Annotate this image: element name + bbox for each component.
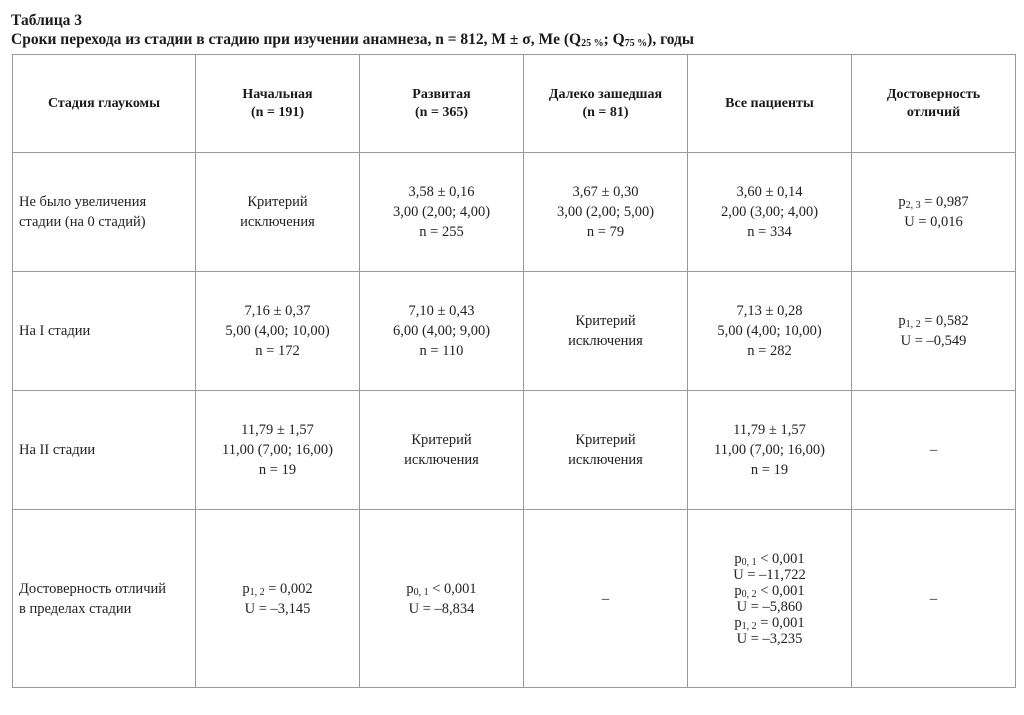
cell-line: n = 172 [255, 343, 300, 359]
p-value-line [858, 192, 1009, 212]
header-stage [13, 55, 196, 153]
cell-all [688, 391, 852, 510]
cell-significance [852, 272, 1016, 391]
cell-advanced [524, 510, 688, 688]
p-value: < 0,001 [756, 550, 805, 567]
header-line: Далеко зашедшая [548, 86, 663, 102]
p-symbol: p [406, 580, 414, 597]
p-symbol: p [898, 194, 906, 210]
cell-line: 3,00 (2,00; 5,00) [556, 204, 655, 220]
cell-line: Критерий [411, 432, 472, 448]
cell-line: стадии (на 0 стадий) [19, 214, 146, 230]
cell-line: n = 110 [419, 343, 464, 359]
cell-initial [196, 391, 360, 510]
table-row [13, 391, 1016, 510]
row-label [13, 272, 196, 391]
cell-line: n = 19 [258, 462, 297, 478]
cell-developed [360, 391, 524, 510]
table-label: Таблица 3 [11, 12, 82, 29]
cell-developed [360, 510, 524, 688]
cell-line: 7,13 ± 0,28 [736, 303, 803, 319]
cell-line: Не было увеличения [19, 194, 147, 210]
header-line: Все пациенты [725, 95, 814, 111]
p-value-line [366, 579, 517, 599]
header-line: (n = 365) [414, 104, 469, 120]
cell-line: Достоверность отличий [19, 580, 167, 597]
cell-line: 3,00 (2,00; 4,00) [392, 204, 491, 220]
table-body [13, 153, 1016, 688]
cell-line: U = –3,145 [244, 600, 311, 617]
p-symbol: p [734, 614, 742, 631]
p-subscript: 1, 2 [741, 620, 757, 632]
p-value: = 0,987 [920, 194, 969, 210]
cell-developed [360, 272, 524, 391]
cell-line: – [601, 590, 610, 607]
table-caption [11, 11, 694, 49]
header-line: (n = 191) [250, 104, 305, 120]
cell-line: n = 334 [747, 224, 792, 240]
cell-line: Критерий [575, 313, 636, 329]
cell-significance [852, 391, 1016, 510]
p-value-line [694, 615, 845, 631]
cell-line: Критерий [247, 194, 308, 210]
header-line: Начальная [242, 86, 313, 102]
data-table [12, 54, 1016, 688]
p-symbol: p [734, 550, 742, 567]
cell-significance [852, 153, 1016, 272]
p-subscript: 0, 1 [741, 556, 757, 568]
cell-line: U = –11,722 [733, 566, 806, 583]
table-title [11, 30, 694, 49]
p-symbol: p [242, 580, 250, 597]
cell-line: U = –5,860 [736, 598, 803, 615]
p-subscript: 0, 1 [413, 586, 429, 598]
table-row [13, 510, 1016, 688]
row-label [13, 153, 196, 272]
p-value: < 0,001 [756, 582, 805, 599]
cell-line: Критерий [575, 432, 636, 448]
cell-line: 3,58 ± 0,16 [408, 184, 475, 200]
p-symbol: p [898, 313, 906, 329]
p-subscript: 2, 3 [905, 200, 921, 211]
cell-line: 5,00 (4,00; 10,00) [717, 323, 822, 339]
header-developed [360, 55, 524, 153]
cell-line: 3,60 ± 0,14 [736, 184, 803, 200]
cell-line: 11,00 (7,00; 16,00) [713, 442, 826, 458]
cell-all [688, 153, 852, 272]
p-value: = 0,582 [920, 313, 969, 329]
header-row [13, 55, 1016, 153]
cell-line: U = –0,549 [900, 333, 967, 349]
header-line: (n = 81) [582, 104, 629, 120]
cell-line: 11,79 ± 1,57 [241, 422, 314, 438]
cell-line: исключения [568, 333, 643, 349]
p-subscript: 0, 2 [741, 588, 757, 600]
title-suffix: ), годы [647, 31, 694, 48]
p-subscript: 1, 2 [905, 319, 921, 330]
cell-line: U = –3,235 [736, 630, 803, 647]
cell-line: n = 79 [586, 224, 625, 240]
p-symbol: p [734, 582, 742, 599]
header-line: отличий [906, 104, 961, 120]
cell-line: 2,00 (3,00; 4,00) [720, 204, 819, 220]
cell-line: U = 0,016 [904, 214, 963, 230]
p-value: < 0,001 [428, 580, 477, 597]
cell-line: исключения [240, 214, 315, 230]
p-value-line [694, 551, 845, 567]
cell-line: n = 19 [750, 462, 789, 478]
cell-advanced [524, 391, 688, 510]
cell-line: n = 282 [747, 343, 792, 359]
cell-all [688, 510, 852, 688]
cell-line: – [929, 442, 938, 458]
cell-line: исключения [568, 452, 643, 468]
table-row [13, 272, 1016, 391]
cell-line: – [929, 590, 938, 607]
cell-significance [852, 510, 1016, 688]
p-value-line [858, 311, 1009, 331]
header-advanced [524, 55, 688, 153]
title-prefix: Сроки перехода из стадии в стадию при изучении анамнеза, n = 812, M ± σ, Me (Q [11, 31, 582, 48]
cell-initial [196, 510, 360, 688]
q75-subscript: 75 % [624, 38, 648, 49]
cell-line: 11,79 ± 1,57 [733, 422, 806, 438]
cell-line: 5,00 (4,00; 10,00) [225, 323, 330, 339]
cell-line: исключения [404, 452, 479, 468]
cell-line: в пределах стадии [19, 600, 132, 617]
cell-line: U = –8,834 [408, 600, 475, 617]
header-line: Достоверность [886, 86, 981, 102]
cell-line: 7,16 ± 0,37 [244, 303, 311, 319]
row-label [13, 391, 196, 510]
q25-subscript: 25 % [581, 38, 604, 49]
p-value-line [694, 583, 845, 599]
p-subscript: 1, 2 [249, 586, 265, 598]
table-row [13, 153, 1016, 272]
cell-line: 3,67 ± 0,30 [572, 184, 639, 200]
cell-line: На II стадии [19, 442, 96, 458]
p-value-line [202, 579, 353, 599]
title-mid: ; Q [603, 31, 625, 48]
cell-line: 11,00 (7,00; 16,00) [221, 442, 334, 458]
row-label [13, 510, 196, 688]
cell-line: На I стадии [19, 323, 91, 339]
p-value: = 0,002 [264, 580, 313, 597]
cell-advanced [524, 153, 688, 272]
cell-advanced [524, 272, 688, 391]
cell-line: 6,00 (4,00; 9,00) [392, 323, 491, 339]
p-value: = 0,001 [756, 614, 805, 631]
cell-developed [360, 153, 524, 272]
header-initial [196, 55, 360, 153]
cell-line: n = 255 [419, 224, 464, 240]
cell-initial [196, 272, 360, 391]
cell-initial [196, 153, 360, 272]
header-all [688, 55, 852, 153]
header-line: Развитая [412, 86, 471, 102]
header-significance [852, 55, 1016, 153]
cell-all [688, 272, 852, 391]
cell-line: 7,10 ± 0,43 [408, 303, 475, 319]
header-line: Стадия глаукомы [47, 95, 161, 111]
